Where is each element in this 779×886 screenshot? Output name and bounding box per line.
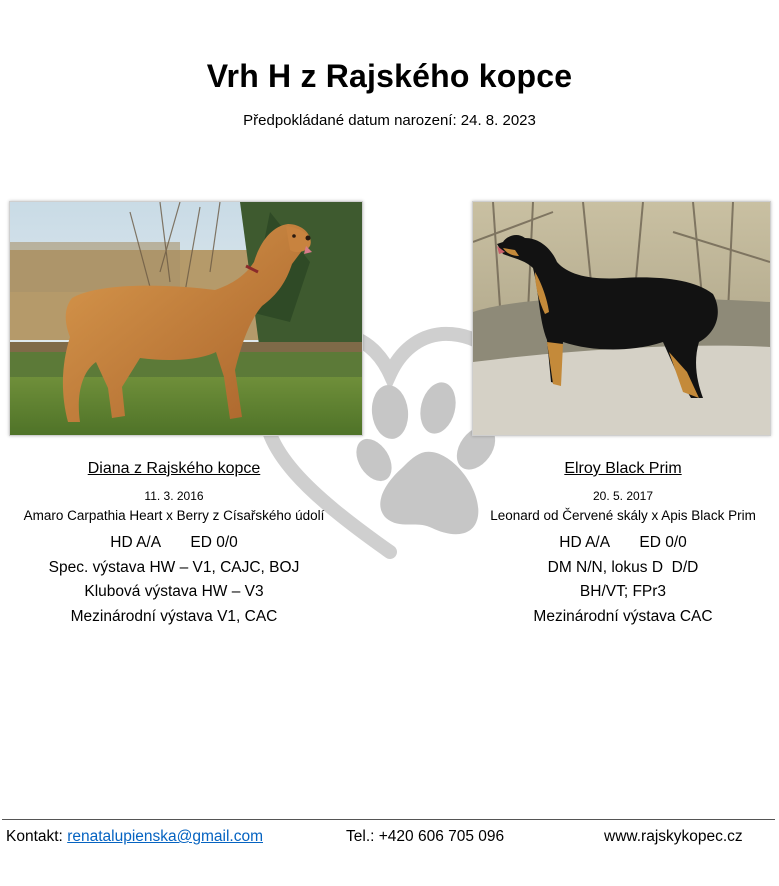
dam-show-result: Spec. výstava HW – V1, CAJC, BOJ — [48, 558, 300, 576]
sire-exams: BH/VT; FPr3 — [579, 583, 667, 600]
expected-birth-date: Předpokládané datum narození: 24. 8. 2023 — [243, 112, 536, 129]
sire-photo — [472, 201, 771, 436]
dam-show-result: Klubová výstava HW – V3 — [84, 583, 264, 600]
dam-health: HD A/A ED 0/0 — [110, 534, 238, 551]
sire-info — [470, 458, 776, 629]
dam-info — [0, 458, 348, 629]
dam-photo — [9, 201, 363, 436]
footer-website: www.rajskykopec.cz — [604, 828, 743, 845]
dam-show-result: Mezinárodní výstava V1, CAC — [70, 607, 278, 625]
sire-genetics: DM N/N, lokus D D/D — [547, 558, 699, 576]
sire-show-result: Mezinárodní výstava CAC — [533, 607, 713, 625]
dam-name: Diana z Rajského kopce — [87, 460, 261, 477]
black-gold-dog-photo — [473, 202, 770, 435]
dam-birth-date: 11. 3. 2016 — [144, 489, 204, 503]
contact-label: Kontakt: — [6, 828, 68, 845]
footer-contact — [6, 828, 263, 846]
sire-birth-date: 20. 5. 2017 — [592, 489, 654, 503]
sire-health: HD A/A ED 0/0 — [559, 534, 687, 551]
golden-dog-photo — [10, 202, 362, 435]
footer-divider — [2, 819, 775, 820]
footer-phone: Tel.: +420 606 705 096 — [346, 828, 505, 845]
dam-pedigree: Amaro Carpathia Heart x Berry z Císařského údolí — [23, 508, 325, 523]
email-link[interactable]: renatalupienska@gmail.com — [67, 828, 263, 845]
sire-pedigree: Leonard od Červené skály x Apis Black Prim — [490, 508, 756, 523]
page-title: Vrh H z Rajského kopce — [206, 58, 573, 94]
sire-name: Elroy Black Prim — [564, 460, 682, 477]
